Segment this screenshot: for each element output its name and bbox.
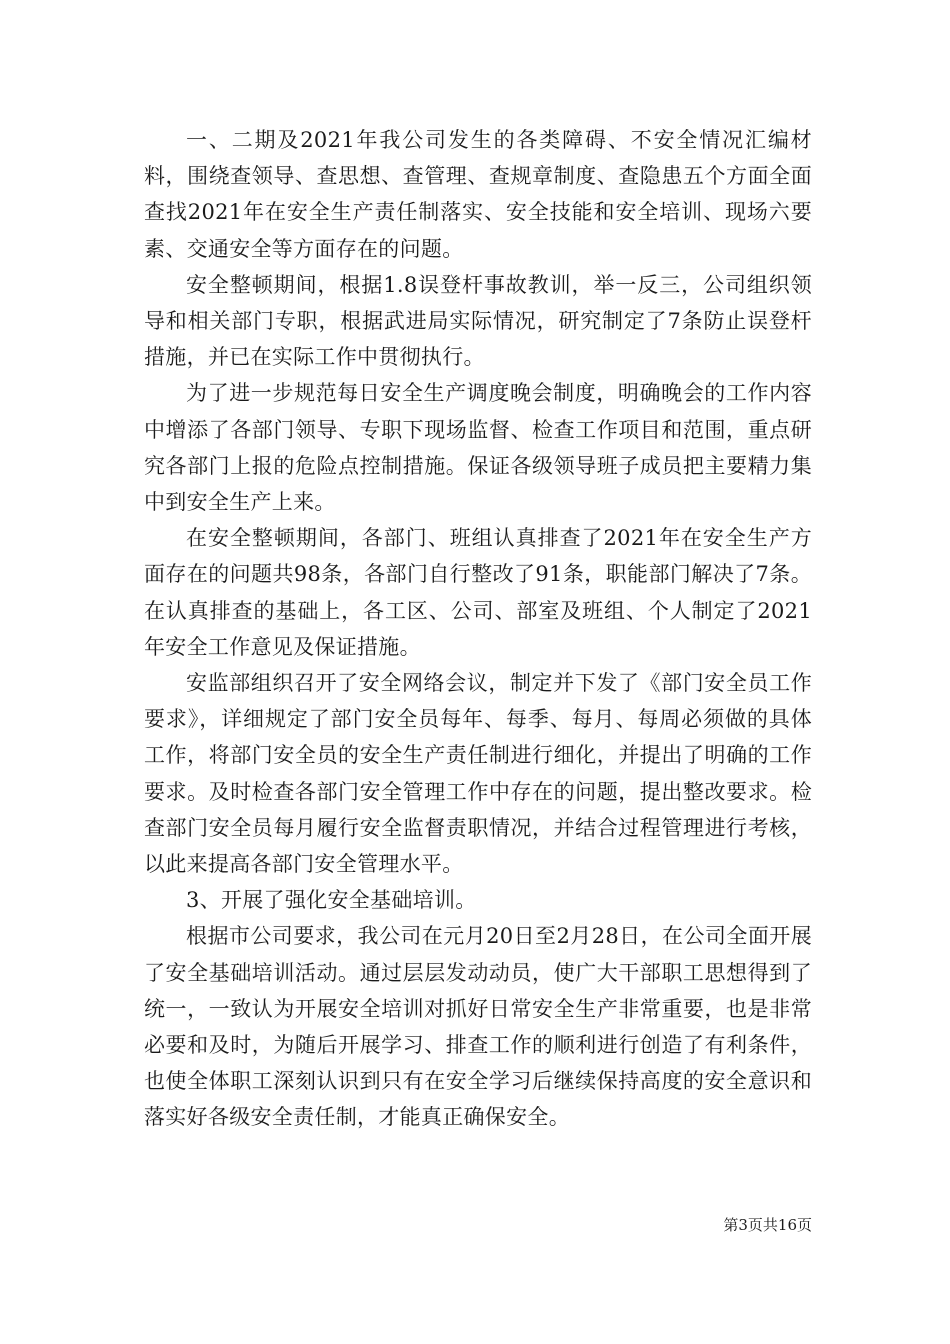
page-number: 第3页共16页 xyxy=(723,1216,812,1234)
paragraph-1: 一、二期及2021年我公司发生的各类障碍、不安全情况汇编材料，围绕查领导、查思想、查管理、查规章制度、查隐患五个方面全面查找2021年在安全生产责任制落实、安全技能和安全培训、现场六要素、交通安全等方面存在的问题。 xyxy=(144,128,812,261)
paragraph-4: 在安全整顿期间，各部门、班组认真排查了2021年在安全生产方面存在的问题共98条，各部门自行整改了91条，职能部门解决了7条。在认真排查的基础上，各工区、公司、部室及班组、个人制定了2021年安全工作意见及保证措施。 xyxy=(144,526,812,659)
paragraph-5: 安监部组织召开了安全网络会议，制定并下发了《部门安全员工作要求》，详细规定了部门安全员每年、每季、每月、每周必须做的具体工作，将部门安全员的安全生产责任制进行细化，并提出了明确的工作要求。及时检查各部门安全管理工作中存在的问题，提出整改要求。检查部门安全员每月履行安全监督责职情况，并结合过程管理进行考核，以此来提高各部门安全管理水平。 xyxy=(144,671,812,877)
section-heading-training: 3、开展了强化安全基础培训。 xyxy=(186,888,477,913)
paragraph-2: 安全整顿期间，根据1.8误登杆事故教训，举一反三，公司组织领导和相关部门专职，根据武进局实际情况，研究制定了7条防止误登杆措施，并已在实际工作中贯彻执行。 xyxy=(144,272,812,370)
paragraph-3: 为了进一步规范每日安全生产调度晚会制度，明确晚会的工作内容中增添了各部门领导、专职下现场监督、检查工作项目和范围，重点研究各部门上报的危险点控制措施。保证各级领导班子成员把主要精力集中到安全生产上来。 xyxy=(144,381,812,515)
paragraph-7: 根据市公司要求，我公司在元月20日至2月28日，在公司全面开展了安全基础培训活动。通过层层发动动员，使广大干部职工思想得到了统一，一致认为开展安全培训对抓好日常安全生产非常重要，也是非常必要和及时，为随后开展学习、排查工作的顺利进行创造了有利条件，也使全体职工深刻认识到只有在安全学习后继续保持高度的安全意识和落实好各级安全责任制，才能真正确保安全。 xyxy=(144,924,812,1130)
document-body xyxy=(144,122,812,1136)
